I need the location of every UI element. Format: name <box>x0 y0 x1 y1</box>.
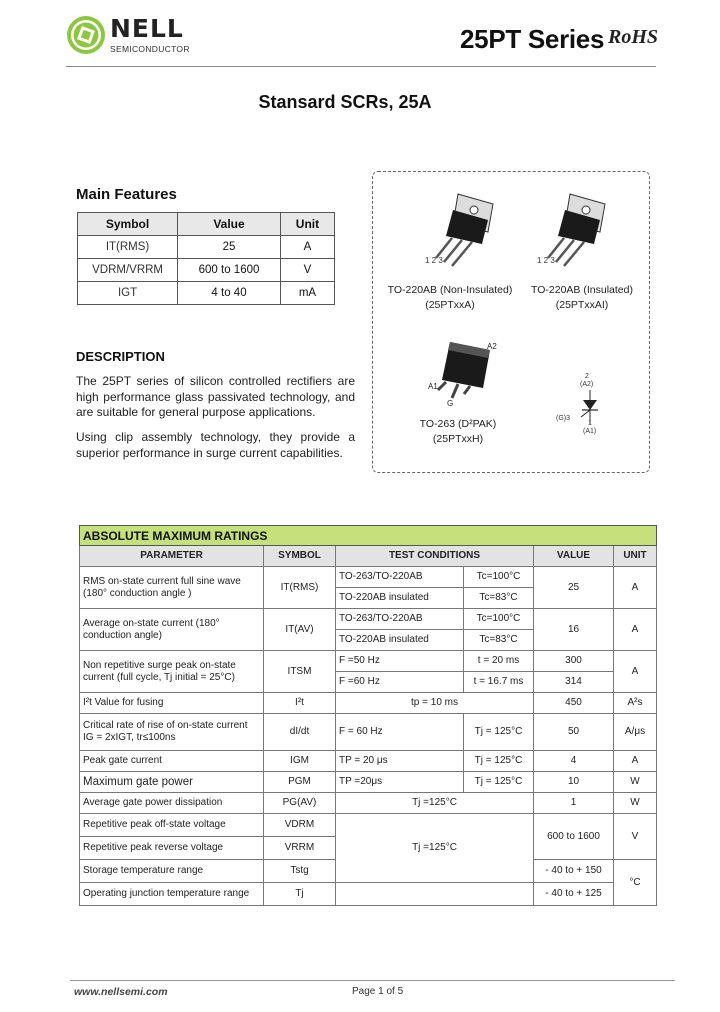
sym-pin2: 2 <box>585 373 589 380</box>
cond-cell: Tj =125°C <box>336 814 534 883</box>
main-features-table <box>77 212 335 305</box>
unit-cell: A <box>614 609 657 651</box>
param-cell: Critical rate of rise of on-state current IG = 2xIGT, tr≤100ns <box>80 714 264 751</box>
pkg3-name: TO-263 (D²PAK) <box>419 418 497 430</box>
param-cell: Operating junction temperature range <box>80 883 264 906</box>
cond-cell: Tj = 125°C <box>464 772 534 793</box>
value-cell: 600 to 1600 <box>534 814 614 860</box>
mf-col-value: Value <box>178 213 281 236</box>
description-paragraph-1: The 25PT series of silicon controlled rectifiers are high performance glass passivated technology, and are suitable for general purpose applications. <box>76 374 355 419</box>
symbol-cell: ITSM <box>264 651 336 693</box>
sym-pin1: 1 <box>588 420 592 427</box>
mf-value: 600 to 1600 <box>178 259 281 282</box>
cond-cell: TO-263/TO-220AB <box>336 609 464 630</box>
description-paragraph-2: Using clip assembly technology, they provide a superior performance in surge current capabilities. <box>76 430 355 460</box>
unit-cell: A <box>614 651 657 693</box>
value-cell: 1 <box>534 793 614 814</box>
mf-symbol: IGT <box>78 282 178 305</box>
d2pak-a2-label: A2 <box>487 342 497 351</box>
cond-cell: Tc=83°C <box>464 588 534 609</box>
unit-cell: W <box>614 793 657 814</box>
param-cell: Repetitive peak reverse voltage <box>80 837 264 860</box>
scr-symbol-icon <box>575 390 605 424</box>
mf-value: 25 <box>178 236 281 259</box>
table-row <box>80 793 657 814</box>
table-row <box>80 651 657 672</box>
pkg1-part: (25PTxxA) <box>425 299 475 311</box>
unit-cell: A/μs <box>614 714 657 751</box>
cond-cell: Tj = 125°C <box>464 751 534 772</box>
mf-symbol: IT(RMS) <box>78 236 178 259</box>
cond-cell: Tj =125°C <box>336 793 534 814</box>
unit-cell: °C <box>614 860 657 906</box>
cond-cell: F =60 Hz <box>336 672 464 693</box>
table-row <box>78 282 335 305</box>
brand-name: NELL <box>110 14 184 43</box>
mf-unit: A <box>280 236 334 259</box>
mf-col-symbol: Symbol <box>78 213 178 236</box>
param-cell: Storage temperature range <box>80 860 264 883</box>
param-cell: RMS on-state current full sine wave (180° conduction angle ) <box>80 567 264 609</box>
param-cell: Maximum gate power <box>80 772 264 793</box>
page-title: Stansard SCRs, 25A <box>258 92 432 112</box>
sym-a1: (A1) <box>583 428 597 435</box>
footer-url-link[interactable]: www.nellsemi.com <box>74 986 168 998</box>
table-row <box>80 693 657 714</box>
symbol-cell: dI/dt <box>264 714 336 751</box>
unit-cell: A <box>614 567 657 609</box>
value-cell: 25 <box>534 567 614 609</box>
value-cell: 10 <box>534 772 614 793</box>
d2pak-g-label: G <box>447 399 454 408</box>
table-row <box>80 751 657 772</box>
pkg2-pin-labels: 1 2 3 <box>537 256 555 265</box>
pkg1-name: TO-220AB (Non-Insulated) <box>387 284 513 296</box>
rohs-mark: RoHS <box>608 26 659 48</box>
value-cell: - 40 to + 125 <box>534 883 614 906</box>
value-cell: - 40 to + 150 <box>534 860 614 883</box>
unit-cell: V <box>614 814 657 860</box>
symbol-cell: Tstg <box>264 860 336 883</box>
cond-cell-empty <box>336 883 534 906</box>
symbol-cell: Tj <box>264 883 336 906</box>
table-row <box>80 567 657 588</box>
cond-cell: TO-220AB insulated <box>336 630 464 651</box>
cond-cell: tp = 10 ms <box>336 693 534 714</box>
symbol-cell: VRRM <box>264 837 336 860</box>
nell-logo-icon <box>66 15 106 55</box>
cond-cell: TO-263/TO-220AB <box>336 567 464 588</box>
symbol-cell: IT(RMS) <box>264 567 336 609</box>
series-title: 25PT Series <box>460 24 605 54</box>
description-heading: DESCRIPTION <box>76 349 165 364</box>
param-cell: Non repetitive surge peak on-state current (full cycle, Tj initial = 25°C) <box>80 651 264 693</box>
mf-symbol: VDRM/VRRM <box>78 259 178 282</box>
symbol-cell: IT(AV) <box>264 609 336 651</box>
col-symbol: SYMBOL <box>264 546 336 567</box>
symbol-cell: PG(AV) <box>264 793 336 814</box>
cond-cell: TP =20μs <box>336 772 464 793</box>
value-cell: 314 <box>534 672 614 693</box>
cond-cell: Tc=100°C <box>464 609 534 630</box>
param-cell: Peak gate current <box>80 751 264 772</box>
col-value: VALUE <box>534 546 614 567</box>
value-cell: 300 <box>534 651 614 672</box>
header-divider <box>66 66 656 67</box>
param-cell: Repetitive peak off-state voltage <box>80 814 264 837</box>
value-cell: 450 <box>534 693 614 714</box>
cond-cell: Tj = 125°C <box>464 714 534 751</box>
footer-divider <box>70 980 675 981</box>
pkg2-part: (25PTxxAI) <box>555 299 609 311</box>
cond-cell: TP = 20 μs <box>336 751 464 772</box>
sym-gate: (G)3 <box>556 415 570 422</box>
param-cell: Average on-state current (180° conduction angle) <box>80 609 264 651</box>
table-row <box>80 714 657 751</box>
cond-cell: t = 16.7 ms <box>464 672 534 693</box>
unit-cell: A <box>614 751 657 772</box>
symbol-cell: VDRM <box>264 814 336 837</box>
param-cell: Average gate power dissipation <box>80 793 264 814</box>
sym-a2: (A2) <box>580 381 594 388</box>
value-cell: 4 <box>534 751 614 772</box>
page-number: Page 1 of 5 <box>352 986 404 997</box>
col-parameter: PARAMETER <box>80 546 264 567</box>
cond-cell: F = 60 Hz <box>336 714 464 751</box>
mf-unit: V <box>280 259 334 282</box>
unit-cell: A²s <box>614 693 657 714</box>
pkg1-pin-labels: 1 2 3 <box>425 256 443 265</box>
table-row <box>78 259 335 282</box>
symbol-cell: IGM <box>264 751 336 772</box>
value-cell: 16 <box>534 609 614 651</box>
cond-cell: t = 20 ms <box>464 651 534 672</box>
unit-cell: W <box>614 772 657 793</box>
table-row <box>80 772 657 793</box>
cond-cell: Tc=100°C <box>464 567 534 588</box>
table-row <box>80 609 657 630</box>
mf-col-unit: Unit <box>280 213 334 236</box>
param-cell: I²t Value for fusing <box>80 693 264 714</box>
brand-subtitle: SEMICONDUCTOR <box>110 44 190 54</box>
table-row <box>78 236 335 259</box>
pkg2-name: TO-220AB (Insulated) <box>531 284 633 296</box>
cond-cell: F =50 Hz <box>336 651 464 672</box>
table-row <box>80 814 657 837</box>
absolute-max-ratings-table <box>79 525 657 906</box>
symbol-cell: PGM <box>264 772 336 793</box>
table-row <box>80 883 657 906</box>
symbol-cell: I²t <box>264 693 336 714</box>
d2pak-a1-label: A1 <box>428 382 438 391</box>
main-features-heading: Main Features <box>76 186 177 203</box>
pkg3-part: (25PTxxH) <box>432 433 484 445</box>
value-cell: 50 <box>534 714 614 751</box>
col-unit: UNIT <box>614 546 657 567</box>
mf-value: 4 to 40 <box>178 282 281 305</box>
cond-cell: Tc=83°C <box>464 630 534 651</box>
mf-unit: mA <box>280 282 334 305</box>
col-test-conditions: TEST CONDITIONS <box>336 546 534 567</box>
cond-cell: TO-220AB insulated <box>336 588 464 609</box>
ratings-band: ABSOLUTE MAXIMUM RATINGS <box>80 526 657 546</box>
